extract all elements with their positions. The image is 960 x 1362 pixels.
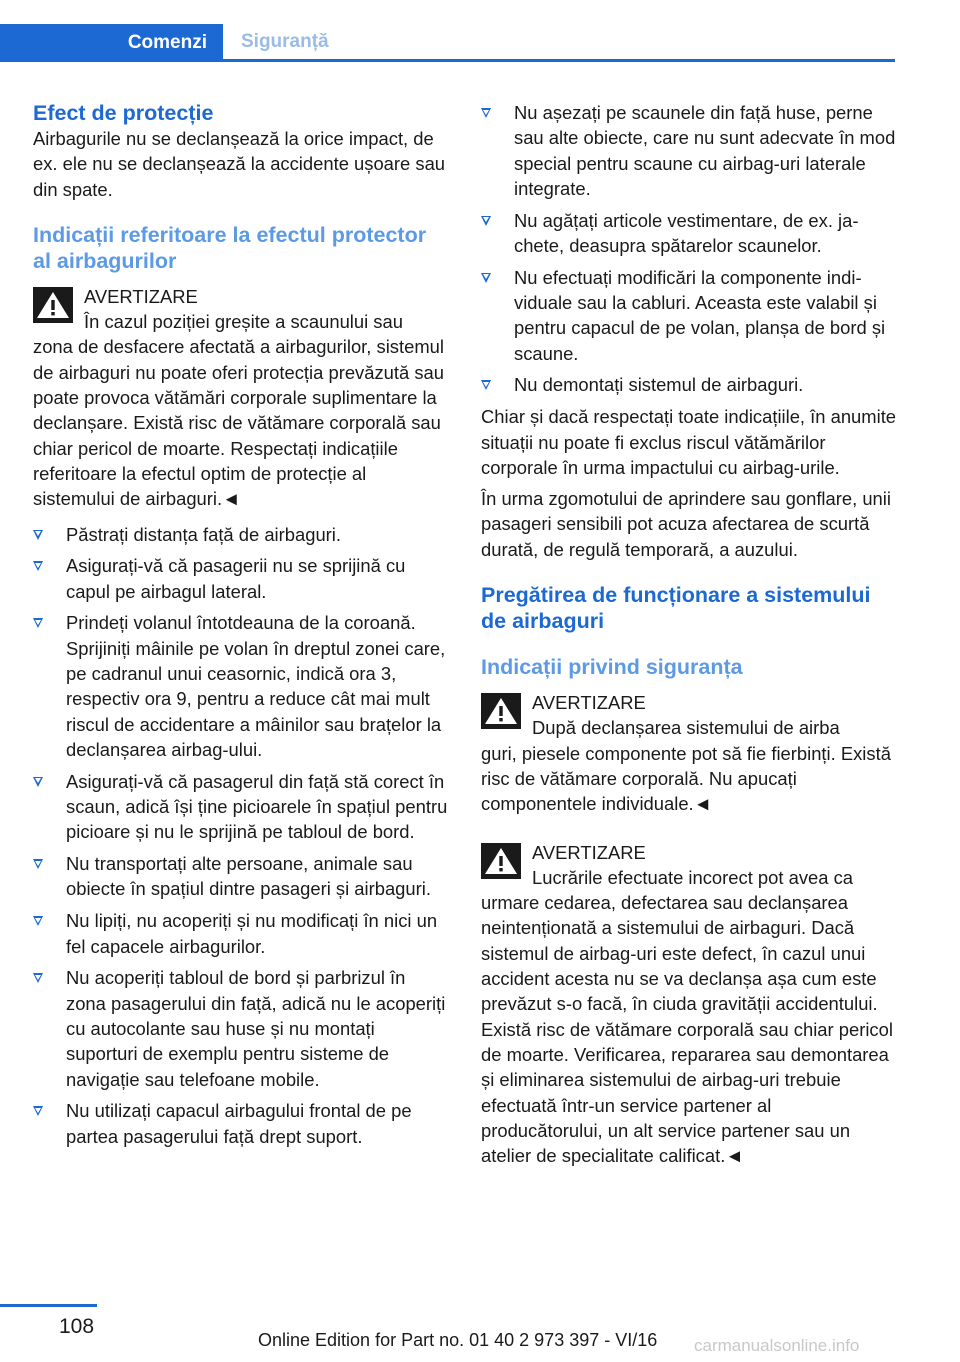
warning-label: AVERTIZARE <box>84 285 198 307</box>
safety-list-continued <box>481 100 898 398</box>
list-item: Nu demontați sistemul de airbaguri. <box>481 372 898 397</box>
section-heading-pregatirea: Pregătirea de funcționare a sistemului de airbaguri <box>481 583 871 634</box>
paragraph-hearing: În urma zgomotului de aprindere sau gonflare, unii pasageri sensibili pot acuza afectarea de scurtă durată, de regulă temporară, a auzului. <box>481 488 891 560</box>
triangle-bullet-icon <box>481 216 491 226</box>
warning-triangle-icon <box>481 693 521 729</box>
section-heading-efect: Efect de protecție <box>33 101 214 125</box>
safety-list <box>33 522 449 1149</box>
footer-rule <box>0 1304 97 1307</box>
subheading-siguranta: Indicații privind siguranța <box>481 655 743 680</box>
warning-text: guri, piesele componente pot să fie fierbinți. Există risc de vătămare corporală. Nu apucați componentele individuale.◄ <box>481 742 891 815</box>
list-item: Nu lipiți, nu acoperiți și nu modificați în nici un fel capacele airbagurilor. <box>33 908 449 959</box>
list-item: Nu transportați alte persoane, animale sau obiecte în spațiul dintre pasageri și airbaguri. <box>33 851 449 902</box>
warning-block <box>481 840 898 1169</box>
triangle-bullet-icon <box>33 618 43 628</box>
triangle-bullet-icon <box>481 108 491 118</box>
warning-first-line: În cazul poziției greșite a scaunului sau <box>84 311 403 333</box>
triangle-bullet-icon <box>481 273 491 283</box>
list-item: Păstrați distanța față de airbaguri. <box>33 522 449 547</box>
paragraph-risk: Chiar și dacă respectați toate indicațiile, în anumite situații nu poate fi exclus riscul vătămărilor corporale în urma impactului cu airbag-urile. <box>481 406 897 478</box>
page-number: 108 <box>59 1315 95 1338</box>
warning-block <box>33 284 449 512</box>
header-bar <box>0 0 960 62</box>
left-column <box>33 100 449 1155</box>
warning-triangle-icon <box>33 287 73 323</box>
tab-siguranta[interactable]: Siguranță <box>241 30 329 52</box>
edition-note: Online Edition for Part no. 01 40 2 973 397 - VI/16 <box>258 1330 658 1350</box>
warning-text: zona de desfacere afectată a airbagurilor, sistemul de airbaguri nu poate oferi protecția prevăzută sau poate provoca vătămări corporale suplimentare la declanșare. Există risc de vătămare corporală sau chiar pericol de moarte. Respectați indicațiile referitoare la efectul optim de protecție al sistemului de airbaguri.◄ <box>33 336 444 510</box>
watermark: carmanualsonline.info <box>694 1336 860 1355</box>
triangle-bullet-icon <box>33 1106 43 1116</box>
intro-paragraph: Airbagurile nu se declanșează la orice impact, de ex. ele nu se declanșează la accidente ușoare sau din spate. <box>33 128 446 200</box>
triangle-bullet-icon <box>33 859 43 869</box>
warning-label: AVERTIZARE <box>532 692 646 714</box>
triangle-bullet-icon <box>33 561 43 571</box>
triangle-bullet-icon <box>33 530 43 540</box>
triangle-bullet-icon <box>33 777 43 787</box>
list-item: Prindeți volanul întotdeauna de la coroană. Sprijiniți mâinile pe volan în dreptul zonei care, pe cadranul unui ceasornic, indică ora 3, respectiv ora 9, pentru a reduce cât mai mult riscul de accidentare a mâinilor sau brațelor la declanșarea airbag-ului. <box>33 610 449 762</box>
triangle-bullet-icon <box>33 973 43 983</box>
right-column <box>481 100 898 1168</box>
list-item: Nu efectuați modificări la componente individuale sau la cabluri. Aceasta este valabil și pentru capacul de pe volan, planșa de bord și scaune. <box>481 265 898 366</box>
list-item: Nu utilizați capacul airbagului frontal de pe partea pasagerului față drept suport. <box>33 1098 449 1149</box>
warning-label: AVERTIZARE <box>532 841 646 863</box>
triangle-bullet-icon <box>33 916 43 926</box>
triangle-bullet-icon <box>481 380 491 390</box>
warning-first-line: Lucrările efectuate incorect pot avea ca <box>532 866 854 888</box>
list-item: Nu agățați articole vestimentare, de ex. jachete, deasupra spătarelor scaunelor. <box>481 208 898 259</box>
list-item: Asigurați-vă că pasagerul din față stă corect în scaun, adică își ține picioarele în spațiul pentru picioare și nu le sprijină pe tabloul de bord. <box>33 769 449 845</box>
warning-block <box>481 690 898 816</box>
warning-triangle-icon <box>481 843 521 879</box>
list-item: Nu acoperiți tabloul de bord și parbrizul în zona pasagerului din față, adică nu le acoperiți cu autocolante sau huse și nu montați suporturi de exemplu pentru sisteme de navigație sau telefoane mobile. <box>33 965 449 1091</box>
warning-text: urmare cedarea, defectarea sau declanșarea neintenționată a sistemului de airbaguri. Dacă sistemul de airbag-uri este defect, în cazul unui accident acesta nu se va declanșa așa cum este prevăzut s-o facă, în ciuda gravității accidentului. Există risc de vătămare corporală sau chiar pericol de moarte. Verificarea, repararea sau demontarea și eliminarea sistemului de airbag-uri trebuie efectuată într-un service partener al producătorului, un alt service partener sau un atelier de specialitate calificat.◄ <box>481 892 893 1167</box>
tab-comenzi[interactable]: Comenzi <box>0 24 223 62</box>
list-item: Nu așezați pe scaunele din față huse, perne sau alte obiecte, care nu sunt adecvate în mod special pentru scaune cu airbag-uri laterale integrate. <box>481 100 898 201</box>
warning-first-line: După declanșarea sistemului de airba <box>532 717 840 739</box>
list-item: Asigurați-vă că pasagerii nu se sprijină cu capul pe airbagul lateral. <box>33 553 449 604</box>
header-rule <box>0 59 895 62</box>
subheading-indicatii: Indicații referitoare la efectul protector al airbagurilor <box>33 222 427 273</box>
